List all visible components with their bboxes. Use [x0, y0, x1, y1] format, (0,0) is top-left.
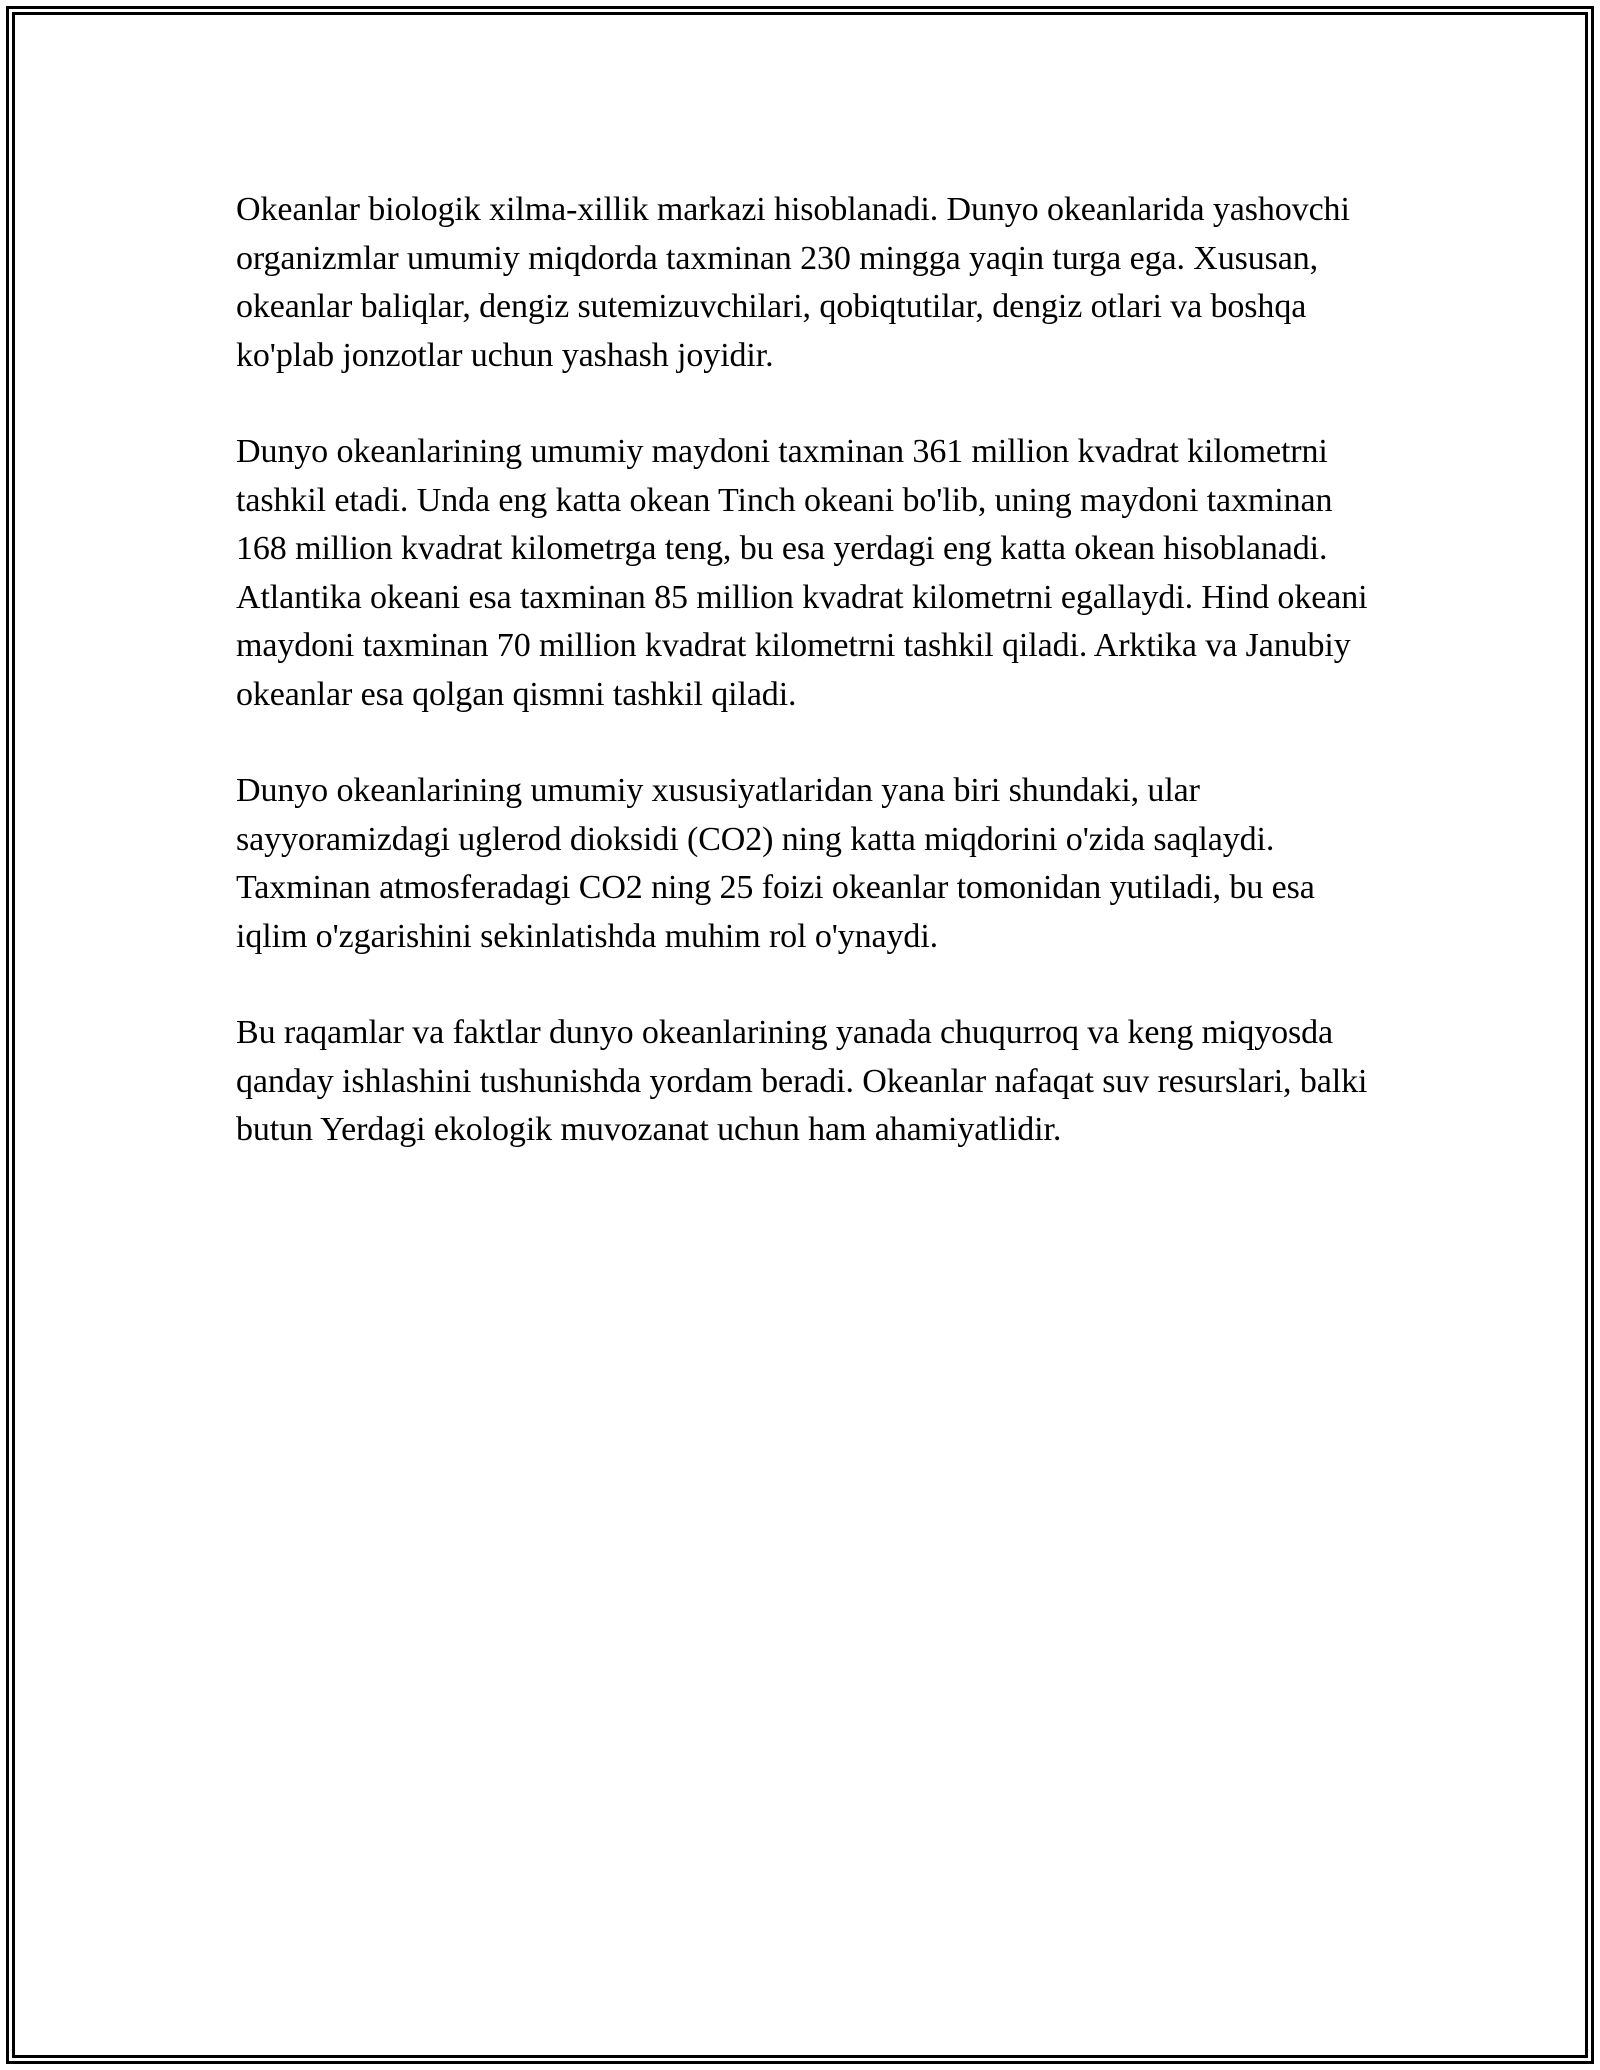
paragraph-conclusion: Bu raqamlar va faktlar dunyo okeanlarining yanada chuqurroq va keng miqyosda qanday ishlashini tushunishda yordam beradi. Okeanlar nafaqat suv resurslari, balki butun Yerdagi ekologik muvozanat uchun ham ahamiyatlidir. [236, 1014, 1368, 1148]
paragraph-biodiversity: Okeanlar biologik xilma-xillik markazi hisoblanadi. Dunyo okeanlarida yashovchi organizmlar umumiy miqdorda taxminan 230 mingga yaqin turga ega. Xususan, okeanlar baliqlar, dengiz sutemizuvchilari, qobiqtutilar, dengiz otlari va boshqa ko'plab jonzotlar uchun yashash joyidir. [236, 191, 1350, 374]
paragraph-ocean-area: Dunyo okeanlarining umumiy maydoni taxminan 361 million kvadrat kilometrni tashkil etadi. Unda eng katta okean Tinch okeani bo'lib, uning maydoni taxminan 168 million kvadrat kilometrga teng, bu esa yerdagi eng katta okean hisoblanadi. Atlantika okeani esa taxminan 85 million kvadrat kilometrni egallaydi. Hind okeani maydoni taxminan 70 million kvadrat kilometrni tashkil qiladi. Arktika va Janubiy okeanlar esa qolgan qismni tashkil qiladi. [236, 433, 1368, 713]
document-body [236, 186, 1376, 1203]
paragraph-carbon-dioxide: Dunyo okeanlarining umumiy xususiyatlaridan yana biri shundaki, ular sayyoramizdagi uglerod dioksidi (CO2) ning katta miqdorini o'zida saqlaydi. Taxminan atmosferadagi CO2 ning 25 foizi okeanlar tomonidan yutiladi, bu esa iqlim o'zgarishini sekinlatishda muhim rol o'ynaydi. [236, 772, 1315, 955]
